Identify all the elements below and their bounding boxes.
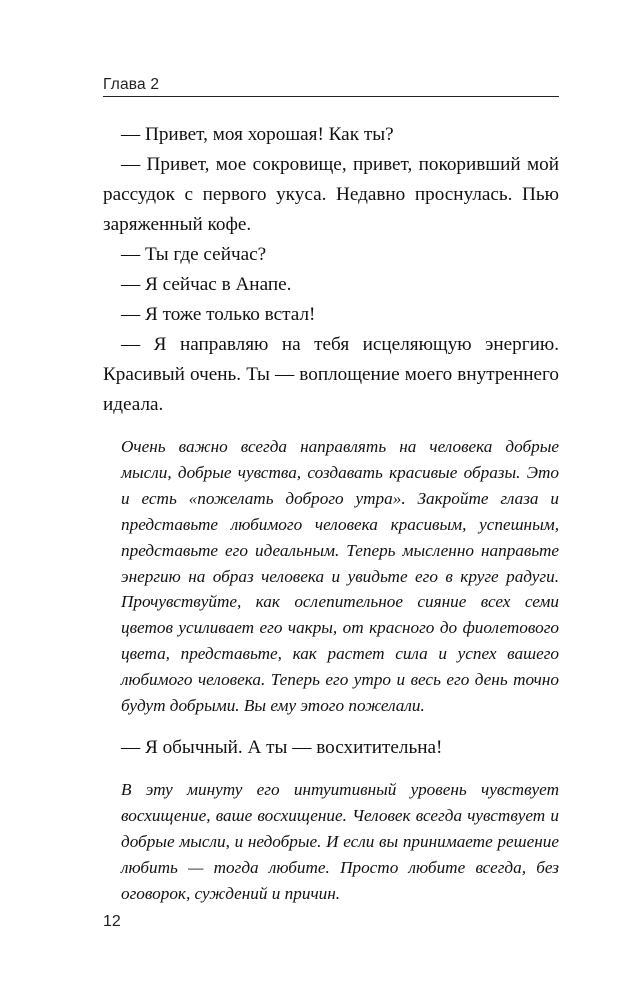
commentary-paragraph: В эту минуту его интуитивный уровень чувствует восхищение, ваше восхищение. Человек всегда чувствует и добрые мысли, и недобрые. И если вы принимаете решение любить — тогда любите. Просто любите всегда, без оговорок, суждений и причин. (121, 779, 559, 903)
dialogue-line: — Я тоже только встал! (121, 304, 316, 325)
dialogue-line: — Привет, мое сокровище, привет, покоривший мой рассудок с первого укуса. Недавно проснулась. Пью заряженный кофе. (103, 154, 559, 235)
dialogue-line: — Привет, моя хорошая! Как ты? (121, 124, 394, 145)
dialogue-line: — Я сейчас в Анапе. (121, 274, 292, 295)
commentary-block (103, 434, 559, 719)
dialogue-line: — Я направляю на тебя исцеляющую энергию. Красивый очень. Ты — воплощение моего внутреннего идеала. (103, 334, 559, 415)
page-body (103, 120, 559, 921)
commentary-paragraph: Очень важно всегда направлять на человека добрые мысли, добрые чувства, создавать красивые образы. Это и есть «пожелать доброго утра». Закройте глаза и представьте любимого человека красивым, успешным, представьте его идеальным. Теперь мысленно направьте энергию на образ человека и увидьте его в круге радуги. Прочувствуйте, как ослепительное сияние всех семи цветов усиливает его чакры, от красного до фиолетового цвета, представьте, как растет сила и успех вашего любимого человека. Теперь его утро и весь его день точно будут добрыми. Вы ему этого пожелали. (121, 437, 559, 716)
commentary-block (103, 777, 559, 907)
dialogue-line: — Ты где сейчас? (121, 244, 267, 265)
page-number: 12 (103, 913, 121, 930)
dialogue-reply: — Я обычный. А ты — восхитительна! (121, 736, 443, 758)
chapter-header: Глава 2 (103, 76, 160, 93)
header-rule (103, 96, 559, 97)
